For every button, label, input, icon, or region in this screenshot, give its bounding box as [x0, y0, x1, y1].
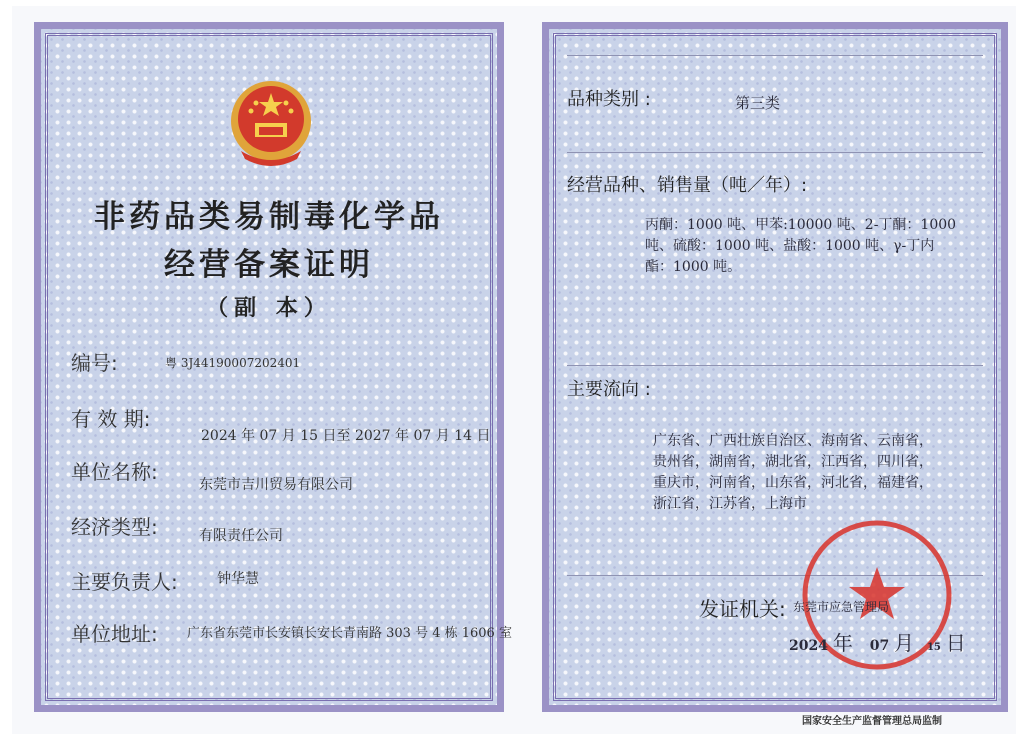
products-line: 酯：1000 吨。 [645, 259, 742, 275]
flow-line: 重庆市，河南省，山东省，河北省，福建省， [653, 475, 933, 491]
issue-year: 2024 [789, 638, 828, 654]
issue-day-char: 日 [945, 631, 966, 655]
flow-text [653, 431, 933, 515]
validity-value: 2024 年 07 月 15 日至 2027 年 07 月 14 日 [201, 428, 491, 444]
person-label: 主要负责人: [71, 570, 178, 594]
flow-label: 主要流向 : [567, 379, 651, 400]
type-label: 经济类型: [71, 515, 158, 539]
left-panel [34, 22, 512, 712]
company-value: 东莞市吉川贸易有限公司 [199, 477, 353, 493]
category-label: 品种类别 : [567, 89, 651, 110]
issue-day: 15 [926, 642, 941, 653]
issue-date [789, 633, 966, 658]
validity-label: 有 效 期: [71, 407, 151, 431]
issue-month-char: 月 [894, 631, 915, 655]
type-value: 有限责任公司 [199, 528, 283, 544]
certificate-sheet [12, 6, 1016, 734]
flow-line: 浙江省，江苏省，上海市 [653, 496, 807, 512]
flow-line: 广东省、广西壮族自治区、海南省、云南省， [653, 433, 933, 449]
flow-line: 贵州省，湖南省，湖北省，江西省，四川省， [653, 454, 933, 470]
person-value: 钟华慧 [217, 571, 259, 587]
national-emblem-icon [221, 73, 321, 173]
issue-year-char: 年 [832, 631, 853, 655]
address-value: 广东省东莞市长安镇长安长青南路 303 号 4 栋 1606 室 [187, 626, 512, 641]
footer-supervisor: 国家安全生产监督管理总局监制 [802, 716, 942, 727]
copy-label: （副 本） [206, 295, 332, 321]
products-label: 经营品种、销售量（吨／年）: [567, 175, 808, 196]
number-value: 粤 3J44190007202401 [165, 356, 301, 370]
products-text [645, 215, 956, 278]
company-label: 单位名称: [71, 460, 158, 484]
number-label: 编号: [71, 351, 118, 375]
certificate-subtitle: 经营备案证明 [164, 247, 374, 283]
products-line: 丙酮：1000 吨、甲苯:10000 吨、2-丁酮：1000 [645, 217, 957, 233]
right-panel [542, 22, 1008, 712]
issue-month: 07 [869, 638, 890, 654]
issuer-label: 发证机关: [699, 597, 786, 621]
issuer-value: 东莞市应急管理局 [793, 600, 890, 614]
products-line: 吨、硫酸：1000 吨、盐酸：1000 吨、γ-丁内 [645, 238, 935, 254]
category-value: 第三类 [735, 94, 781, 112]
certificate-title: 非药品类易制毒化学品 [94, 199, 444, 235]
address-label: 单位地址: [71, 622, 158, 646]
